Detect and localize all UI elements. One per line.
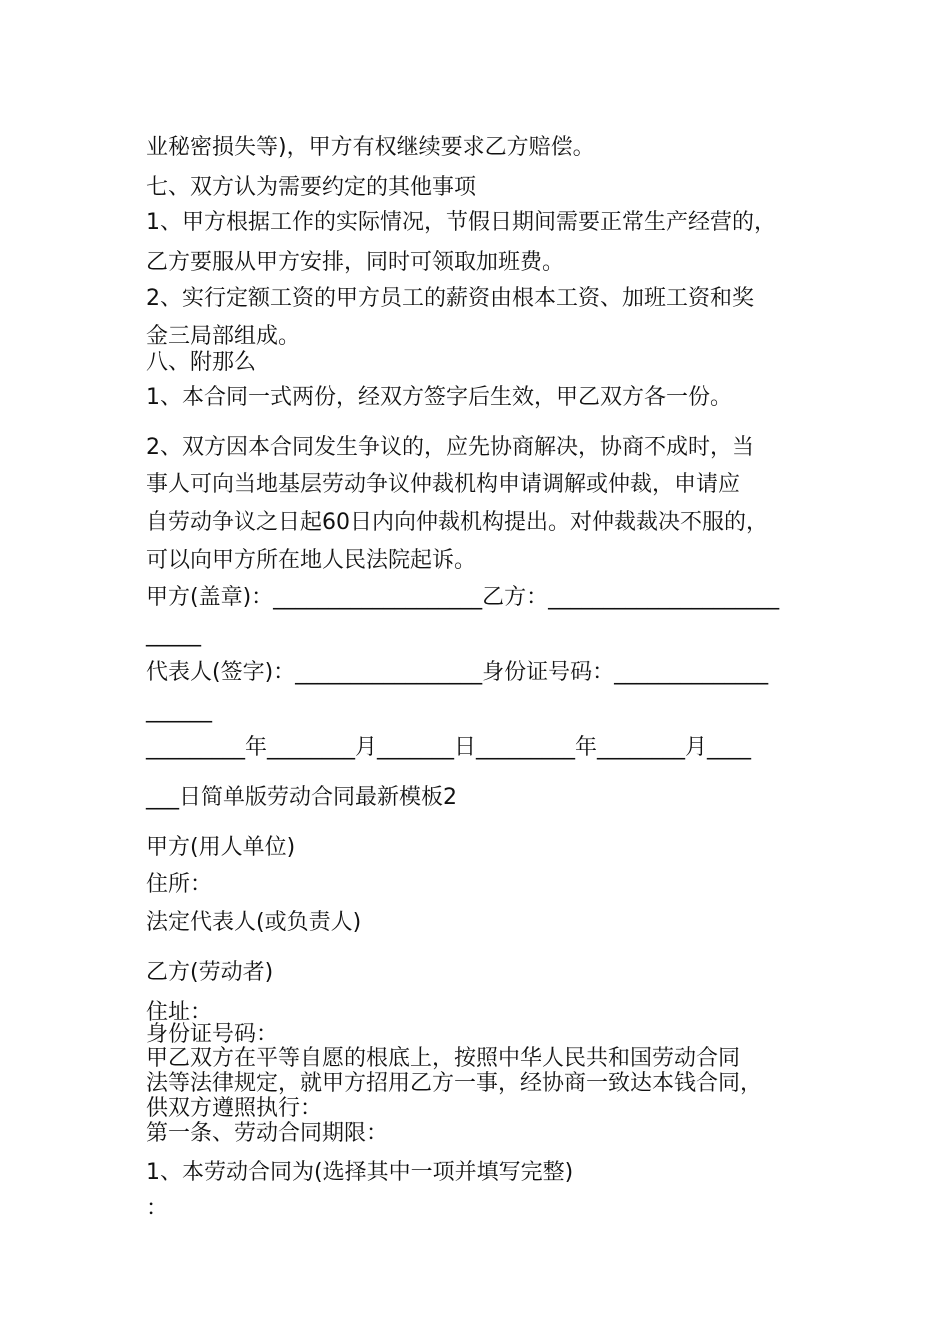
signature-line-representative: 代表人(签字)：_________________身份证号码：______________ (146, 660, 769, 685)
text-line: 法等法律规定，就甲方招用乙方一事，经协商一致达本钱合同， (146, 1071, 763, 1096)
text-line: 1、甲方根据工作的实际情况，节假日期间需要正常生产经营的， (146, 210, 776, 235)
section-heading: 八、附那么 (146, 350, 257, 375)
text-line: 乙方(劳动者) (146, 960, 274, 985)
signature-line-continuation: ______ (146, 698, 212, 723)
text-line: 自劳动争议之日起60日内向仲裁机构提出。对仲裁裁决不服的， (146, 510, 768, 535)
template-title: ___日简单版劳动合同最新模板2 (146, 785, 457, 810)
section-heading: 七、双方认为需要约定的其他事项 (146, 175, 477, 200)
text-line: 住址： (146, 1000, 213, 1025)
signature-line-continuation: _____ (146, 622, 201, 647)
text-line: 供双方遵照执行： (146, 1096, 323, 1121)
text-line: 2、双方因本合同发生争议的，应先协商解决，协商不成时，当 (146, 435, 754, 460)
text-line: 甲方(用人单位) (146, 835, 296, 860)
signature-line-party: 甲方(盖章)：___________________乙方：_____________________ (146, 585, 780, 610)
text-line: 1、本合同一式两份，经双方签字后生效，甲乙双方各一份。 (146, 385, 732, 410)
text-line: 身份证号码： (146, 1022, 279, 1047)
text-line: 住所： (146, 872, 213, 897)
text-line: 乙方要服从甲方安排，同时可领取加班费。 (146, 250, 565, 275)
text-line: 可以向甲方所在地人民法院起诉。 (146, 548, 477, 573)
date-line: _________年________月_______日_________年________月____ (146, 735, 752, 760)
text-line: 法定代表人(或负责人) (146, 910, 362, 935)
text-line: 1、本劳动合同为(选择其中一项并填写完整) (146, 1160, 574, 1185)
text-line: 2、实行定额工资的甲方员工的薪资由根本工资、加班工资和奖 (146, 286, 754, 311)
article-heading: 第一条、劳动合同期限： (146, 1121, 389, 1146)
text-line: ： (146, 1196, 169, 1221)
text-line: 甲乙双方在平等自愿的根底上，按照中华人民共和国劳动合同 (146, 1046, 741, 1071)
text-line: 业秘密损失等)，甲方有权继续要求乙方赔偿。 (146, 135, 595, 160)
text-line: 事人可向当地基层劳动争议仲裁机构申请调解或仲裁，申请应 (146, 472, 741, 497)
text-line: 金三局部组成。 (146, 324, 301, 349)
